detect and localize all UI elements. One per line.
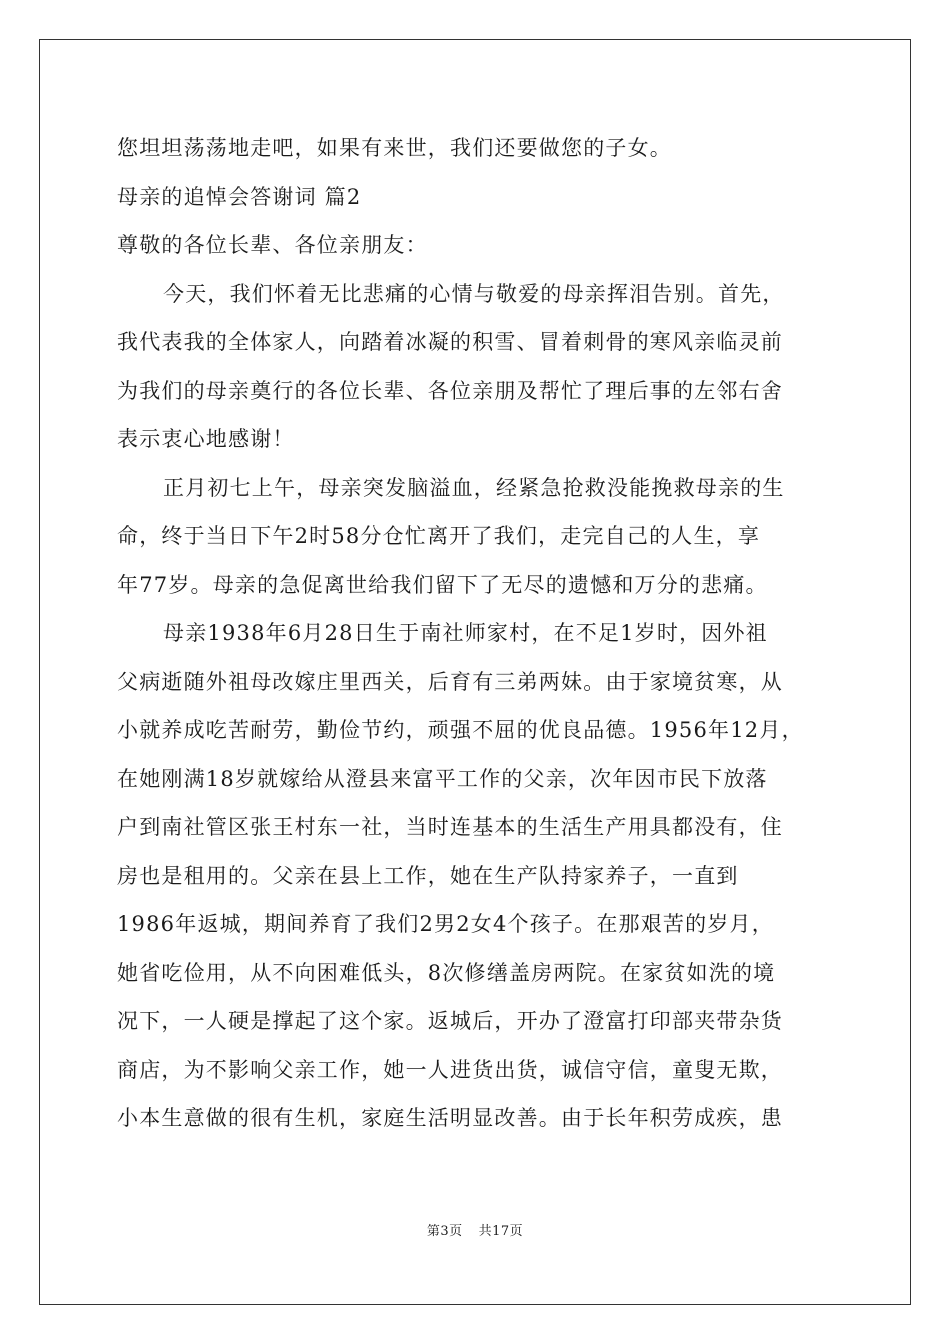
text-line: 况下，一人硬是撑起了这个家。返城后，开办了澄富打印部夹带杂货 (117, 1009, 783, 1033)
text-line: 1986年返城，期间养育了我们2男2女4个孩子。在那艰苦的岁月， (117, 912, 774, 936)
text-line: 户到南社管区张王村东一社，当时连基本的生活生产用具都没有，住 (117, 815, 783, 839)
text-line: 命，终于当日下午2时58分仓忙离开了我们，走完自己的人生，享 (117, 524, 761, 548)
text-line: 商店，为不影响父亲工作，她一人进货出货，诚信守信，童叟无欺， (117, 1057, 783, 1082)
text-line: 父病逝随外祖母改嫁庄里西关，后育有三弟两妹。由于家境贫寒，从 (117, 669, 783, 694)
text-line: 为我们的母亲奠行的各位长辈、各位亲朋及帮忙了理后事的左邻右舍 (117, 378, 783, 403)
text-line: 尊敬的各位长辈、各位亲朋友： (117, 233, 428, 257)
document-body (117, 128, 837, 1147)
text-line: 小本生意做的很有生机，家庭生活明显改善。由于长年积劳成疾，患 (117, 1106, 783, 1130)
text-line: 母亲的追悼会答谢词 篇2 (117, 184, 362, 209)
text-line: 正月初七上午，母亲突发脑溢血，经紧急抢救没能挽救母亲的生 (163, 475, 785, 500)
page-number-current: 第3页 (426, 1224, 463, 1239)
page-number-total: 共17页 (478, 1224, 524, 1239)
text-line: 您坦坦荡荡地走吧，如果有来世，我们还要做您的子女。 (117, 136, 672, 160)
text-line: 我代表我的全体家人，向踏着冰凝的积雪、冒着刺骨的寒风亲临灵前 (117, 330, 783, 354)
text-line: 她省吃俭用，从不向困难低头，8次修缮盖房两院。在家贫如洗的境 (117, 960, 776, 985)
page-footer (0, 1220, 950, 1239)
text-line: 年77岁。母亲的急促离世给我们留下了无尽的遗憾和万分的悲痛。 (117, 572, 768, 597)
text-line: 母亲1938年6月28日生于南社师家村，在不足1岁时，因外祖 (163, 621, 768, 645)
text-line: 表示衷心地感谢！ (117, 427, 295, 451)
text-line: 房也是租用的。父亲在县上工作，她在生产队持家养子，一直到 (117, 863, 739, 888)
text-line: 在她刚满18岁就嫁给从澄县来富平工作的父亲，次年因市民下放落 (117, 766, 768, 791)
text-line: 小就养成吃苦耐劳，勤俭节约，顽强不屈的优良品德。1956年12月， (117, 718, 804, 742)
text-line: 今天，我们怀着无比悲痛的心情与敬爱的母亲挥泪告别。首先， (163, 281, 785, 306)
